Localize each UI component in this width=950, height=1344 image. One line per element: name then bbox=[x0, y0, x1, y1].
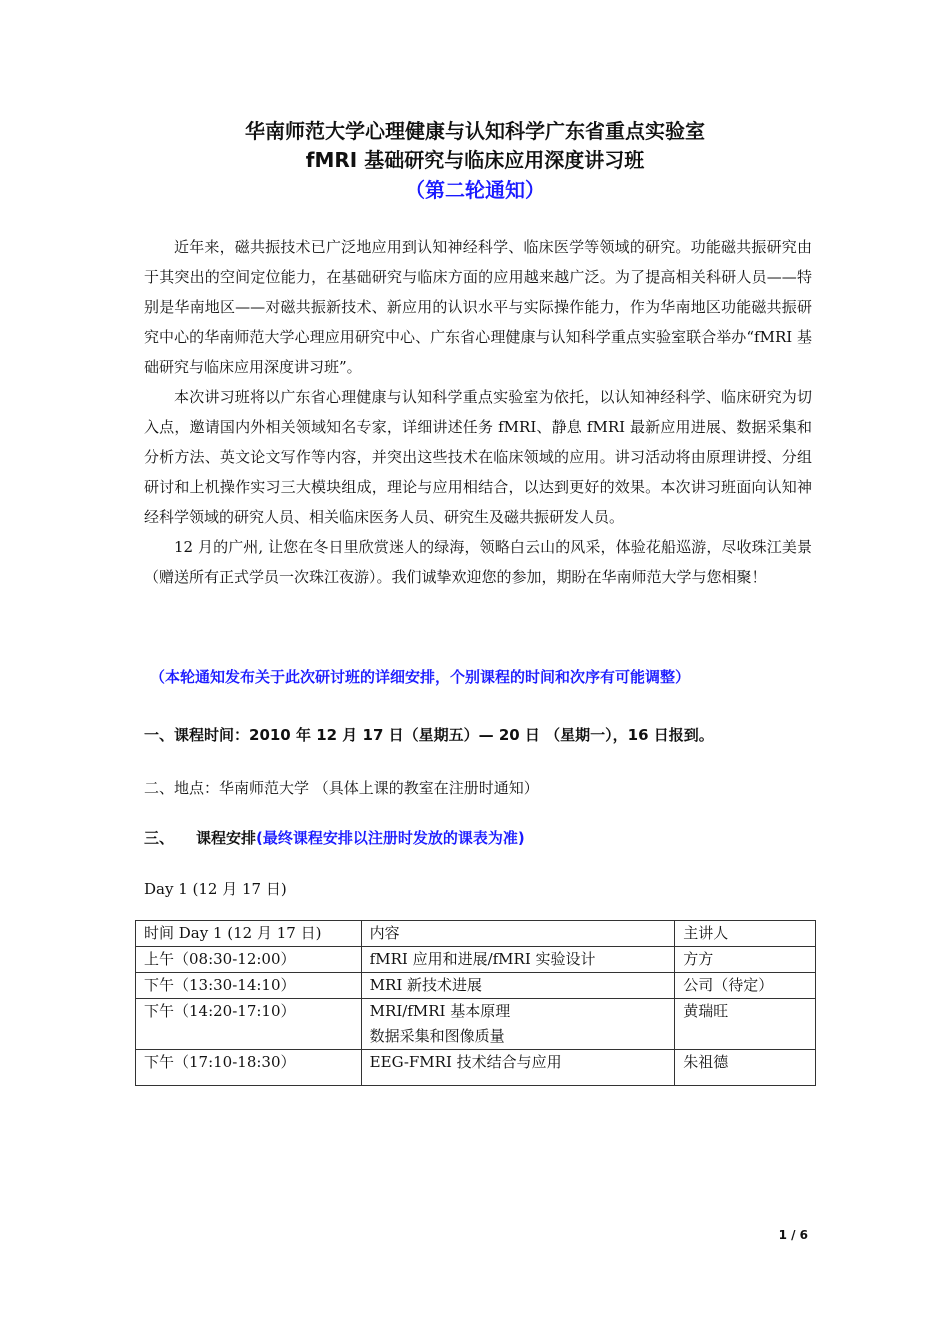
row-time: 下午（17:10-18:30） bbox=[136, 1050, 362, 1086]
section-schedule bbox=[144, 824, 525, 852]
row-time: 下午（14:20-17:10） bbox=[136, 999, 362, 1050]
section-schedule-prefix: 三、 bbox=[144, 829, 175, 847]
paragraph-1: 近年来，磁共振技术已广泛地应用到认知神经科学、临床医学等领域的研究。功能磁共振研究由于其突出的空间定位能力，在基础研究与临床方面的应用越来越广泛。为了提高相关科研人员——特别是华南地区——对磁共振新技术、新应用的认识水平与实际操作能力，作为华南地区功能磁共振研究中心的华南师范大学心理应用研究中心、广东省心理健康与认知科学重点实验室联合举办“fMRI 基础研究与临床应用深度讲习班”。 bbox=[144, 238, 812, 376]
section-schedule-title: 课程安排 bbox=[196, 829, 257, 847]
row-speaker: 朱祖德 bbox=[675, 1050, 816, 1086]
schedule-notice: （本轮通知发布关于此次研讨班的详细安排，个别课程的时间和次序有可能调整） bbox=[150, 668, 691, 686]
header-content: 内容 bbox=[361, 921, 675, 947]
section-time: 一、课程时间：2010 年 12 月 17 日（星期五）— 20 日 （星期一），16 日报到。 bbox=[144, 726, 714, 744]
doc-title-line3: （第二轮通知） bbox=[405, 178, 545, 202]
header-time: 时间 Day 1 (12 月 17 日) bbox=[136, 921, 362, 947]
paragraph-2: 本次讲习班将以广东省心理健康与认知科学重点实验室为依托，以认知神经科学、临床研究为切入点，邀请国内外相关领域知名专家，详细讲述任务 fMRI、静息 fMRI 最新应用进展、数据采集和分析方法、英文论文写作等内容，并突出这些技术在临床领域的应用。讲习活动将由原理讲授、分组研讨和上机操作实习三大模块组成，理论与应用相结合，以达到更好的效果。本次讲习班面向认知神经科学领域的研究人员、相关临床医务人员、研究生及磁共振研发人员。 bbox=[144, 388, 812, 526]
table-header-row bbox=[136, 921, 816, 947]
header-speaker: 主讲人 bbox=[675, 921, 816, 947]
paragraph-3: 12 月的广州, 让您在冬日里欣赏迷人的绿海，领略白云山的风采，体验花船巡游，尽收珠江美景（赠送所有正式学员一次珠江夜游）。我们诚挚欢迎您的参加，期盼在华南师范大学与您相聚！ bbox=[144, 538, 812, 586]
row-time: 上午（08:30-12:00） bbox=[136, 947, 362, 973]
doc-title-line1: 华南师范大学心理健康与认知科学广东省重点实验室 bbox=[245, 119, 705, 143]
row-content: MRI/fMRI 基本原理 数据采集和图像质量 bbox=[361, 999, 675, 1050]
row-speaker: 方方 bbox=[675, 947, 816, 973]
intro-text bbox=[144, 232, 812, 592]
row-speaker: 黄瑞旺 bbox=[675, 999, 816, 1050]
day-label: Day 1 (12 月 17 日) bbox=[144, 880, 287, 898]
schedule-table bbox=[135, 920, 816, 1086]
row-time: 下午（13:30-14:10） bbox=[136, 973, 362, 999]
table-row bbox=[136, 1050, 816, 1086]
table-row bbox=[136, 999, 816, 1050]
section-place: 二、地点：华南师范大学 （具体上课的教室在注册时通知） bbox=[144, 779, 539, 797]
doc-title-line2: fMRI 基础研究与临床应用深度讲习班 bbox=[305, 148, 645, 172]
row-speaker: 公司（待定） bbox=[675, 973, 816, 999]
row-content: EEG-FMRI 技术结合与应用 bbox=[361, 1050, 675, 1086]
section-schedule-note: (最终课程安排以注册时发放的课表为准) bbox=[256, 829, 525, 847]
row-content: MRI 新技术进展 bbox=[361, 973, 675, 999]
table-row bbox=[136, 947, 816, 973]
page-number: 1 / 6 bbox=[778, 1228, 808, 1242]
row-content: fMRI 应用和进展/fMRI 实验设计 bbox=[361, 947, 675, 973]
table-row bbox=[136, 973, 816, 999]
